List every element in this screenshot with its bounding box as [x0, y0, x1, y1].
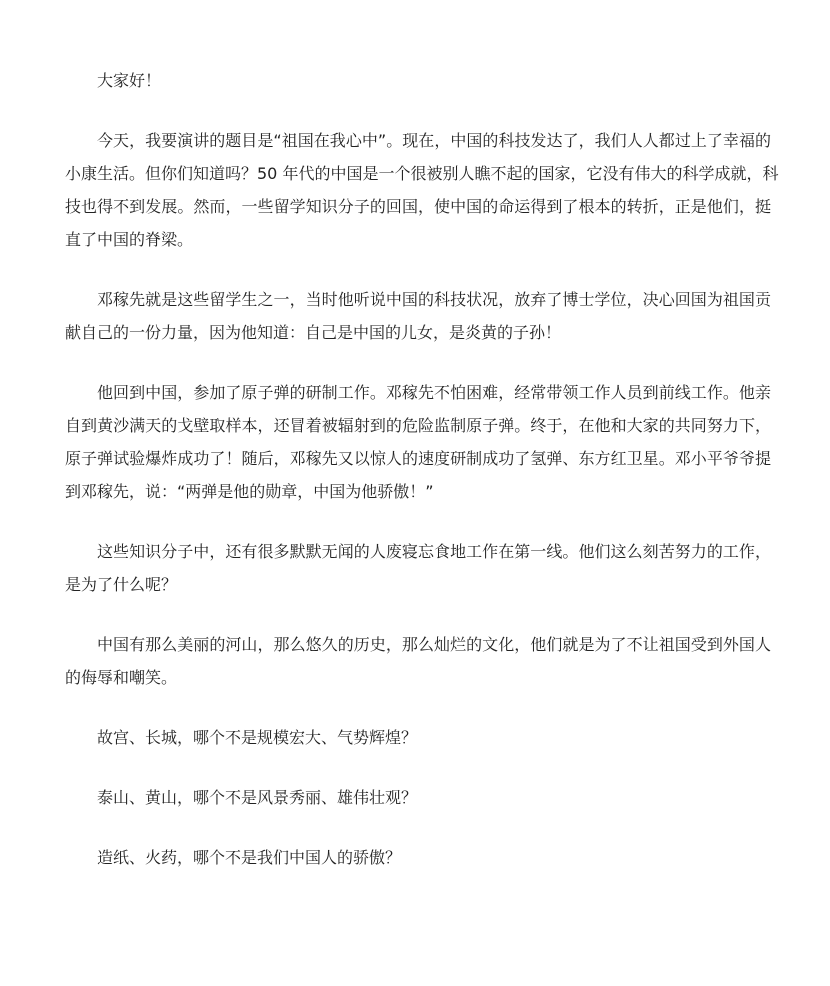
paragraph [65, 841, 771, 874]
paragraph-line: 原子弹试验爆炸成功了！随后，邓稼先又以惊人的速度研制成功了氢弹、东方红卫星。邓小平爷爷提 [65, 449, 771, 468]
paragraph [65, 64, 771, 97]
paragraph-line: 是为了什么呢？ [65, 575, 178, 594]
paragraph-line: 献自己的一份力量，因为他知道：自己是中国的儿女，是炎黄的子孙！ [65, 323, 562, 342]
paragraph [65, 721, 771, 754]
paragraph-line: 泰山、黄山，哪个不是风景秀丽、雄伟壮观？ [97, 788, 418, 807]
paragraph-line: 他回到中国，参加了原子弹的研制工作。邓稼先不怕困难，经常带领工作人员到前线工作。他亲 [97, 383, 771, 402]
paragraph-line: 到邓稼先，说：“两弹是他的勋章，中国为他骄傲！” [65, 482, 434, 501]
paragraph-line: 故宫、长城，哪个不是规模宏大、气势辉煌？ [97, 728, 418, 747]
paragraph-line: 技也得不到发展。然而，一些留学知识分子的回国，使中国的命运得到了根本的转折，正是他们，挺 [65, 197, 771, 216]
paragraph [65, 628, 771, 694]
paragraph-line: 直了中国的脊梁。 [65, 230, 194, 249]
paragraph-line: 中国有那么美丽的河山，那么悠久的历史，那么灿烂的文化，他们就是为了不让祖国受到外国人 [97, 635, 771, 654]
document-body [65, 64, 779, 901]
paragraph-line: 的侮辱和嘲笑。 [65, 668, 178, 687]
paragraph [65, 283, 771, 349]
paragraph [65, 124, 779, 256]
paragraph-line: 今天，我要演讲的题目是“祖国在我心中”。现在，中国的科技发达了，我们人人都过上了幸福的 [97, 131, 771, 150]
paragraph-line: 大家好！ [97, 71, 162, 90]
paragraph-line: 这些知识分子中，还有很多默默无闻的人废寝忘食地工作在第一线。他们这么刻苦努力的工作， [97, 542, 771, 561]
paragraph-line: 邓稼先就是这些留学生之一，当时他听说中国的科技状况，放弃了博士学位，决心回国为祖国贡 [97, 290, 771, 309]
paragraph-line: 小康生活。但你们知道吗？50 年代的中国是一个很被别人瞧不起的国家，它没有伟大的科学成就，科 [65, 164, 779, 183]
paragraph [65, 781, 771, 814]
paragraph [65, 535, 771, 601]
paragraph [65, 376, 771, 508]
paragraph-line: 自到黄沙满天的戈壁取样本，还冒着被辐射到的危险监制原子弹。终于，在他和大家的共同努力下， [65, 416, 771, 435]
paragraph-line: 造纸、火药，哪个不是我们中国人的骄傲？ [97, 848, 402, 867]
